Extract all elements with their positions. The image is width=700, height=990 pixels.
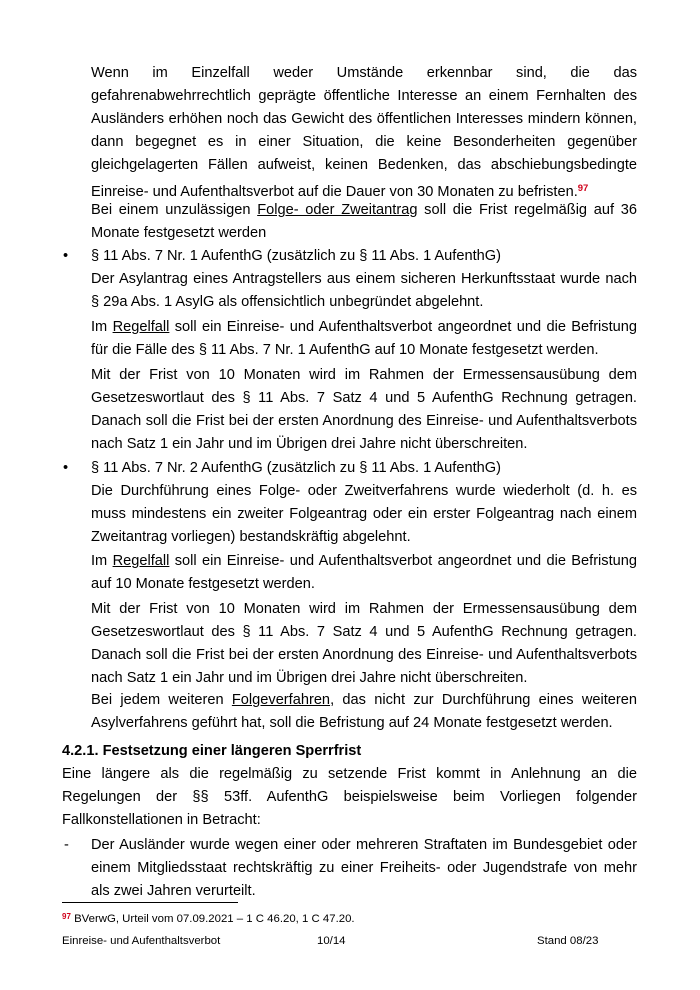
list-item-straftaten: Der Ausländer wurde wegen einer oder mehreren Straftaten im Bundesgebiet oder einem Mitgliedsstaat rechtskräftig zu einer Freiheits- oder Jugendstrafe von mehr als zwei Jahren verurteilt. xyxy=(91,837,637,899)
text-segment: , das nicht zur Durchführung eines weiteren Asylverfahrens geführt hat, soll die Befristung auf 24 Monate festgesetzt werden. xyxy=(91,692,637,731)
footnote-divider xyxy=(62,902,238,903)
paragraph-befristung-30-monate xyxy=(91,62,637,204)
paragraph-folgeverfahren-wiederholt: Die Durchführung eines Folge- oder Zweitverfahrens wurde wiederholt (d. h. es muss mindestens ein zweiter Folgeantrag oder ein erster Folgeantrag nach einem Zweitantrag vorliegen) bestandskräftig abgelehnt. xyxy=(91,483,637,545)
paragraph-laengere-frist: Eine längere als die regelmäßig zu setzende Frist kommt in Anlehnung an die Regelungen der §§ 53ff. AufenthG beispielsweise beim Vorliegen folgender Fallkonstellationen in Betracht: xyxy=(62,766,637,828)
text-segment: soll ein Einreise- und Aufenthaltsverbot angeordnet und die Befristung auf 10 Monate festgesetzt werden. xyxy=(91,553,637,592)
text-segment: Im xyxy=(91,319,113,335)
footer-page-number: 10/14 xyxy=(317,935,346,947)
text-segment: soll die Frist regelmäßig auf 36 Monate festgesetzt werden xyxy=(91,202,638,241)
term-folge-oder-zweitantrag: Folge- oder Zweitantrag xyxy=(257,202,418,218)
paragraph-folgeantrag xyxy=(91,199,637,245)
paragraph-sicherer-herkunftsstaat: Der Asylantrag eines Antragstellers aus einem sicheren Herkunftsstaat wurde nach § 29a Abs. 1 AsylG als offensichtlich unbegründet abgelehnt. xyxy=(91,271,637,310)
dash-marker: - xyxy=(64,837,69,853)
text-segment: Bei jedem weiteren xyxy=(91,692,232,708)
footnote-text: BVerwG, Urteil vom 07.09.2021 – 1 C 46.20, 1 C 47.20. xyxy=(70,913,355,925)
term-regelfall: Regelfall xyxy=(112,553,170,569)
footer-stand-date: Stand 08/23 xyxy=(537,935,599,947)
term-regelfall: Regelfall xyxy=(112,319,170,335)
bullet-title-nr2: § 11 Abs. 7 Nr. 2 AufenthG (zusätzlich zu § 11 Abs. 1 AufenthG) xyxy=(91,460,501,476)
bullet-marker: • xyxy=(63,460,69,476)
bullet-title-nr1: § 11 Abs. 7 Nr. 1 AufenthG (zusätzlich zu § 11 Abs. 1 AufenthG) xyxy=(91,248,501,264)
text-segment: Im xyxy=(91,553,113,569)
text-segment: Bei einem unzulässigen xyxy=(91,202,258,218)
footnote-97 xyxy=(62,910,355,926)
paragraph-regelfall-nr2 xyxy=(91,550,637,596)
bullet-marker: • xyxy=(63,248,69,264)
footnote-number: 97 xyxy=(62,912,71,921)
section-heading: 4.2.1. Festsetzung einer längeren Sperrfrist xyxy=(62,743,362,759)
text-segment: soll ein Einreise- und Aufenthaltsverbot angeordnet und die Befristung für die Fälle des § 11 Abs. 7 Nr. 1 AufenthG auf 10 Monate festgesetzt werden. xyxy=(91,319,637,358)
paragraph-weiteres-folgeverfahren xyxy=(91,689,637,735)
footnote-ref-97[interactable]: 97 xyxy=(577,183,589,194)
paragraph-regelfall-nr1 xyxy=(91,316,637,362)
term-folgeverfahren: Folgeverfahren xyxy=(231,692,331,708)
paragraph-text: Wenn im Einzelfall weder Umstände erkennbar sind, die das gefahrenabwehrrechtlich geprägte öffentliche Interesse an einem Fernhalten des Ausländers erhöhen noch das Gewicht des öffentlichen Interesses mindern können, dann begegnet es in einer Situation, die keine Besonderheiten gegenüber gleichgelagerten Fällen aufweist, keinen Bedenken, das abschiebungsbedingte Einreise- und Aufenthaltsverbot auf die Dauer von 30 Monaten zu befristen. xyxy=(91,65,637,200)
footer-document-title: Einreise- und Aufenthaltsverbot xyxy=(62,935,221,947)
paragraph-frist-10-monate-nr2: Mit der Frist von 10 Monaten wird im Rahmen der Ermessensausübung dem Gesetzeswortlaut des § 11 Abs. 7 Satz 4 und 5 AufenthG Rechnung getragen. Danach soll die Frist bei der ersten Anordnung des Einreise- und Aufenthaltsverbots nach Satz 1 ein Jahr und im Übrigen drei Jahre nicht überschreiten. xyxy=(91,601,637,686)
paragraph-frist-10-monate-nr1: Mit der Frist von 10 Monaten wird im Rahmen der Ermessensausübung dem Gesetzeswortlaut des § 11 Abs. 7 Satz 4 und 5 AufenthG Rechnung getragen. Danach soll die Frist bei der ersten Anordnung des Einreise- und Aufenthaltsverbots nach Satz 1 ein Jahr und im Übrigen drei Jahre nicht überschreiten. xyxy=(91,367,637,452)
